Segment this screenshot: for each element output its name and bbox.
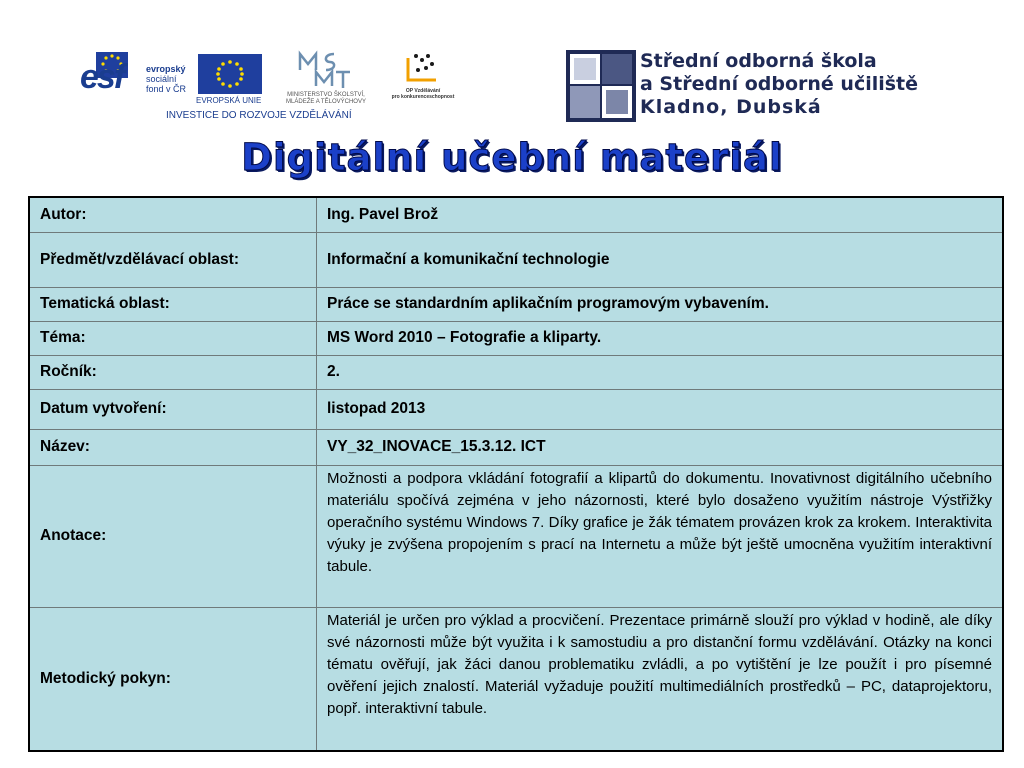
table-row bbox=[29, 355, 1003, 389]
op-caption-line-1: OP Vzdělávání bbox=[405, 88, 441, 94]
op-caption bbox=[384, 88, 462, 100]
school-logo-icon bbox=[566, 50, 636, 122]
table-row bbox=[29, 197, 1003, 232]
row-value: listopad 2013 bbox=[317, 389, 1004, 429]
row-value: Informační a komunikační technologie bbox=[317, 232, 1004, 287]
msmt-caption-line-1: MINISTERSTVO ŠKOLSTVÍ, bbox=[287, 92, 365, 98]
esf-caption bbox=[146, 64, 186, 94]
row-value: Možnosti a podpora vkládání fotografií a klipartů do dokumentu. Inovativnost digitálního učebního materiálu spočívá zejména v jeho názornosti, které bylo dosaženo využitím nástroje Výstřižky operačního systému Windows 7. Díky grafice je žák tématem provázen krok za krokem. Interaktivita výuky je zvýšena propojením s prací na Internetu a může být ještě umocněna využitím interaktivní tabule. bbox=[317, 465, 1004, 607]
table-row bbox=[29, 389, 1003, 429]
eu-caption: EVROPSKÁ UNIE bbox=[196, 96, 262, 105]
esf-line-1: evropský bbox=[146, 64, 186, 74]
esf-line-3: fond v ČR bbox=[146, 84, 187, 94]
row-label: Tematická oblast: bbox=[29, 287, 317, 321]
funding-logos bbox=[68, 44, 470, 126]
row-label: Předmět/vzdělávací oblast: bbox=[29, 232, 317, 287]
row-label: Autor: bbox=[29, 197, 317, 232]
op-caption-line-2: pro konkurenceschopnost bbox=[391, 94, 455, 100]
row-label: Metodický pokyn: bbox=[29, 607, 317, 751]
esf-letters: esf bbox=[80, 58, 124, 96]
row-value: VY_32_INOVACE_15.3.12. ICT bbox=[317, 429, 1004, 465]
info-table bbox=[28, 196, 1004, 752]
row-label: Téma: bbox=[29, 321, 317, 355]
row-label: Anotace: bbox=[29, 465, 317, 607]
row-value: Ing. Pavel Brož bbox=[317, 197, 1004, 232]
esf-logo bbox=[80, 52, 188, 106]
row-label: Název: bbox=[29, 429, 317, 465]
table-row bbox=[29, 321, 1003, 355]
school-name bbox=[640, 50, 918, 119]
msmt-caption bbox=[266, 92, 386, 106]
row-value: MS Word 2010 – Fotografie a kliparty. bbox=[317, 321, 1004, 355]
table-row bbox=[29, 607, 1003, 751]
school-name-line-3: Kladno, Dubská bbox=[640, 96, 822, 118]
table-row bbox=[29, 232, 1003, 287]
op-vzdelavani-logo-icon bbox=[402, 50, 442, 86]
investice-slogan: INVESTICE DO ROZVOJE VZDĚLÁVÁNÍ bbox=[166, 110, 352, 121]
msmt-logo-icon bbox=[296, 50, 352, 90]
esf-line-2: sociální bbox=[146, 74, 177, 84]
table-row bbox=[29, 429, 1003, 465]
msmt-caption-line-2: MLÁDEŽE A TĚLOVÝCHOVY bbox=[286, 99, 366, 105]
page-title: Digitální učební materiál bbox=[241, 136, 783, 179]
table-row bbox=[29, 465, 1003, 607]
eu-flag-icon bbox=[198, 54, 262, 94]
row-value: 2. bbox=[317, 355, 1004, 389]
row-value: Materiál je určen pro výklad a procvičení. Prezentace primárně slouží pro výklad v hodině, ale díky své názornosti může být využita i k samostudiu a pro distanční formu vzdělávání. Otázky na konci tématu ověřují, jak žáci danou problematiku zvládli, a po vytištění je lze použít i pro písemné ověření jejich znalostí. Materiál vyžaduje použití multimediálních prostředků – PC, dataprojektoru, popř. interaktivní tabule. bbox=[317, 607, 1004, 751]
row-value: Práce se standardním aplikačním programovým vybavením. bbox=[317, 287, 1004, 321]
table-row bbox=[29, 287, 1003, 321]
school-name-line-1: Střední odborná škola bbox=[640, 50, 877, 72]
row-label: Ročník: bbox=[29, 355, 317, 389]
row-label: Datum vytvoření: bbox=[29, 389, 317, 429]
school-name-line-2: a Střední odborné učiliště bbox=[640, 73, 919, 95]
